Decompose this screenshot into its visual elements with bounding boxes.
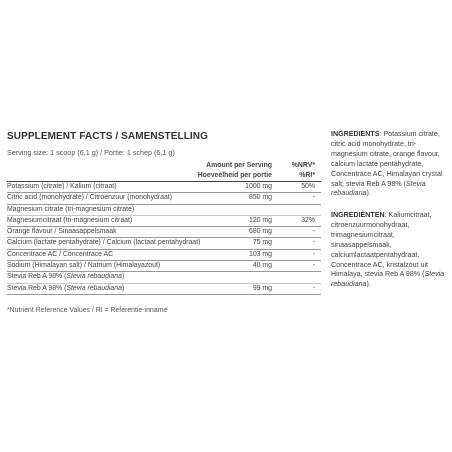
row-name-en: Magnesium citrate (tri-magnesium citrate) (7, 205, 135, 213)
row-name-en (7, 272, 124, 282)
amount-column-header (198, 161, 272, 180)
ingredients-label: INGREDIËNTEN (331, 211, 385, 219)
table-row (7, 227, 321, 238)
nrv-column-header (292, 161, 315, 180)
nrv-header-en: %NRV* (291, 162, 315, 169)
table-row (7, 261, 321, 272)
ingredients-text: : Kaliumcitraat, citroenzuurmonohydraat, trimagnesiumcitraat, sinaasappelsmaak, calciumlactaatpentahydraat, Concentrace AC, kristalzout uit Himalaya, stevia Reb A 98% ( (331, 211, 432, 279)
name-text: Stevia Reb A 98% ( (7, 284, 67, 292)
row-amount: 1000 mg (245, 183, 272, 190)
amount-header-en: Amount per Serving (206, 162, 272, 169)
row-nrv: 50% (301, 183, 315, 190)
row-amount: 40 mg (252, 262, 272, 270)
serving-size: Serving size: 1 scoop (6,1 g) / Portie: 1 schep (6,1 g) (7, 148, 175, 157)
ingredients-text: : Potassium citrate, citric acid monohydrate, tri-magnesium citrate, orange flavour, calcium lactate pentahydrate, Concentrace AC, Himalayan crystal salt, stevia Reb A 98% ( (331, 130, 443, 188)
row-name: Sodium (Himalayan salt) / Natrium (Himalayazout) (7, 262, 161, 270)
supplement-facts-panel (7, 131, 321, 314)
row-amount: 99 mg (252, 284, 272, 292)
row-name: Citric acid (monohydrate) / Citroenzuur (monohydraat) (7, 194, 173, 202)
row-name: Orange flavour / Sinaasappelsmaak (7, 228, 117, 236)
name-latin: Stevia rebaudiana (66, 284, 122, 292)
row-name: Calcium (lactate pentahydrate) / Calcium (lactaat pentahydraat) (7, 239, 201, 247)
row-nrv: - (312, 262, 315, 270)
table-row (7, 272, 321, 295)
ingredients-end: ). (366, 189, 371, 198)
amount-header-nl: Hoeveelheid per portie (197, 171, 272, 179)
row-nrv: - (312, 250, 315, 258)
panel-title: SUPPLEMENT FACTS / SAMENSTELLING (7, 131, 208, 142)
ingredients-nl (331, 211, 449, 290)
row-nrv: - (312, 228, 315, 236)
table-row (7, 238, 321, 249)
name-text-end: ) (121, 284, 125, 292)
table-row (7, 205, 321, 228)
table-row (7, 182, 321, 193)
row-nrv: 32% (301, 216, 315, 224)
table-row (7, 193, 321, 204)
row-nrv: - (312, 194, 315, 202)
row-amount: 680 mg (249, 228, 272, 236)
row-name: Potassium (citrate) / Kalium (citraat) (7, 183, 117, 190)
ingredients-en (331, 130, 449, 199)
footnote: *Nutrient Reference Values / RI = Referentie-inname (7, 306, 168, 314)
row-name (7, 284, 124, 294)
row-amount: 850 mg (249, 194, 272, 202)
row-amount: 103 mg (249, 250, 272, 258)
name-text-end: ) (121, 273, 125, 281)
row-name: Concentrace AC / Concentrace AC (7, 250, 114, 258)
row-nrv: - (312, 239, 315, 247)
nrv-header-nl: %RI* (299, 171, 315, 179)
ingredients-label: INGREDIENTS (331, 130, 380, 138)
name-latin: Stevia rebaudiana (66, 273, 122, 281)
row-amount: 75 mg (252, 239, 272, 247)
table-header (7, 161, 321, 182)
ingredients-latin: Stevia rebaudiana (331, 270, 445, 289)
ingredients-end: ). (366, 280, 371, 289)
row-name: Magnesiumcitraat (tri-magnesium citraat) (7, 216, 133, 224)
row-amount: 120 mg (249, 216, 272, 224)
table-row (7, 250, 321, 261)
row-nrv: - (312, 284, 315, 292)
name-text: Stevia Reb A 98% ( (7, 273, 67, 281)
ingredients-latin: Stevia rebaudiana (331, 179, 426, 198)
